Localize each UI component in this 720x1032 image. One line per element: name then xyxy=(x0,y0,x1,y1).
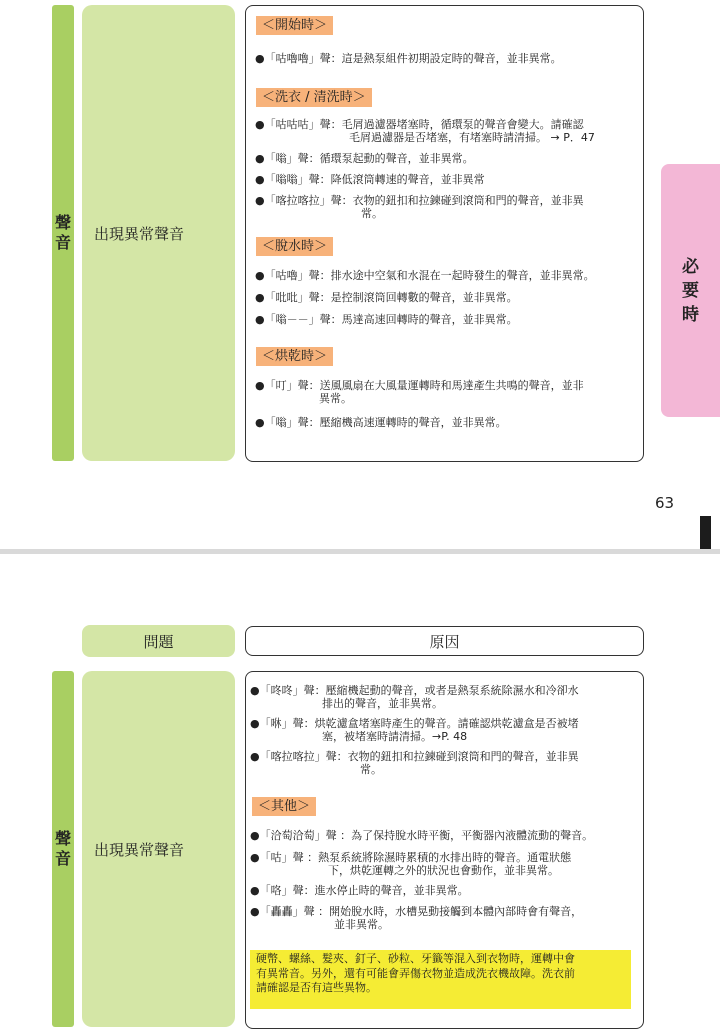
list-item: ●「嗡－－」聲：馬達高速回轉時的聲音，並非異常。 xyxy=(255,313,518,326)
page-edge-marker xyxy=(700,516,711,552)
section-header-other: ＜其他＞ xyxy=(252,797,316,816)
list-item: ●「咯」聲：進水停止時的聲音，並非異常。 xyxy=(250,884,469,897)
list-item: ●「咕」聲 ：熱泵系統將除濕時累積的水排出時的聲音。通電狀態 下，烘乾運轉之外的狀況也會動作，並非異常。 xyxy=(250,851,572,877)
list-item: ●「嗡」聲：循環泵起動的聲音，並非異常。 xyxy=(255,152,474,165)
table-header-problem: 問題 xyxy=(82,625,235,657)
list-item: ●「喀拉喀拉」聲：衣物的鈕扣和拉鍊碰到滾筒和門的聲音，並非異 常。 xyxy=(250,750,579,776)
side-label-sound xyxy=(52,671,74,1027)
list-item: ●「洽萄洽萄」聲 ：為了保持脫水時平衡，平衡器內液體流動的聲音。 xyxy=(250,829,594,842)
section-header-dry: ＜烘乾時＞ xyxy=(256,347,333,366)
tab-label-char: 必 xyxy=(682,256,699,277)
side-label-char: 聲 xyxy=(54,829,71,848)
section-header-start: ＜開始時＞ xyxy=(256,16,333,35)
side-label-char: 聲 xyxy=(54,213,71,232)
list-item: ●「咕咕咕」聲：毛屑過濾器堵塞時，循環泵的聲音會變大。請確認 毛屑過濾器是否堵塞，有堵塞時請清掃。 → P．47 xyxy=(255,118,595,144)
category-cell xyxy=(82,671,235,1027)
tab-label-char: 要 xyxy=(682,280,699,301)
section-header-spin: ＜脫水時＞ xyxy=(256,237,333,256)
tab-label-char: 時 xyxy=(682,304,699,325)
list-item: ●「咕嚕嚕」聲：這是熱泵組件初期設定時的聲音，並非異常。 xyxy=(255,52,562,65)
list-item: ●「轟轟」聲 ：開始脫水時，水槽晃動接觸到本體內部時會有聲音， 並非異常。 xyxy=(250,905,583,931)
list-item: ●「叮」聲：送風風扇在大風量運轉時和馬達產生共鳴的聲音，並非 異常。 xyxy=(255,379,584,405)
tab-when-necessary[interactable] xyxy=(661,164,720,417)
side-label-char: 音 xyxy=(54,233,71,252)
warning-note: 硬幣、螺絲、髮夾、釘子、砂粒、牙籤等混入到衣物時，運轉中會 有異常音。另外，還有可能會弄傷衣物並造成洗衣機故障。洗衣前 請確認是否有這些異物。 xyxy=(250,950,631,1009)
list-item: ●「嗡」聲：壓縮機高速運轉時的聲音，並非異常。 xyxy=(255,416,507,429)
list-item: ●「吡吡」聲：是控制滾筒回轉數的聲音，並非異常。 xyxy=(255,291,518,304)
list-item: ●「咚咚」聲：壓縮機起動的聲音，或者是熱泵系統除濕水和冷卻水 排出的聲音，並非異常。 xyxy=(250,684,579,710)
category-label: 出現異常聲音 xyxy=(94,224,185,243)
section-header-wash: ＜洗衣 / 清洗時＞ xyxy=(256,88,372,107)
list-item: ●「咕嚕」聲：排水途中空氣和水混在一起時發生的聲音，並非異常。 xyxy=(255,269,595,282)
side-label-sound xyxy=(52,5,74,461)
category-label: 出現異常聲音 xyxy=(94,840,185,859)
page-divider xyxy=(0,549,720,554)
table-header-cause: 原因 xyxy=(245,626,644,656)
page-number: 63 xyxy=(655,494,675,512)
side-label-char: 音 xyxy=(54,849,71,868)
list-item: ●「嗡嗡」聲：降低滾筒轉速的聲音，並非異常 xyxy=(255,173,485,186)
category-cell xyxy=(82,5,235,461)
list-item: ●「咻」聲：烘乾濾盒堵塞時產生的聲音。請確認烘乾濾盒是否被堵 塞，被堵塞時請清掃。→P. 48 xyxy=(250,717,579,743)
list-item: ●「喀拉喀拉」聲：衣物的鈕扣和拉鍊碰到滾筒和門的聲音，並非異 常。 xyxy=(255,194,584,220)
